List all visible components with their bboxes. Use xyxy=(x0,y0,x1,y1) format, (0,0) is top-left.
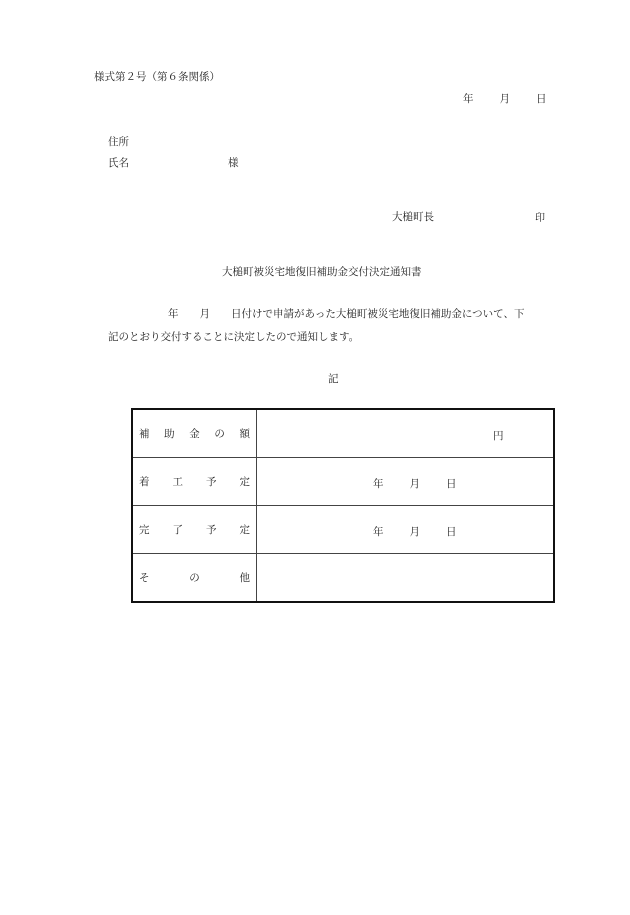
label-char: そ xyxy=(139,572,150,584)
label-char: の xyxy=(214,428,225,440)
date-month: 月 xyxy=(499,93,510,105)
issue-date xyxy=(463,91,547,106)
table-row-completion xyxy=(132,506,554,554)
seal-mark: 印 xyxy=(535,213,545,224)
label-char: 助 xyxy=(164,428,175,440)
honorific: 様 xyxy=(228,157,239,169)
month-unit: 月 xyxy=(409,478,420,490)
label-start-date xyxy=(132,458,257,506)
label-other xyxy=(132,554,257,603)
label-char: 他 xyxy=(239,572,250,584)
day-unit: 日 xyxy=(446,478,457,490)
address-label: 住所 xyxy=(108,136,129,148)
year-unit: 年 xyxy=(373,478,384,490)
label-char: 定 xyxy=(239,476,250,488)
form-number: 様式第２号（第６条関係） xyxy=(94,71,220,83)
label-char: 予 xyxy=(206,524,217,536)
body-line-1: 年 月 日付けで申請があった大槌町被災宅地復旧補助金について、下 xyxy=(168,308,525,320)
ki-heading: 記 xyxy=(328,373,339,385)
label-char: 了 xyxy=(172,524,183,536)
value-other xyxy=(257,554,555,603)
label-char: 定 xyxy=(239,524,250,536)
date-day: 日 xyxy=(536,93,547,105)
year-unit: 年 xyxy=(373,526,384,538)
day-unit: 日 xyxy=(446,526,457,538)
value-subsidy-amount xyxy=(257,409,555,458)
label-completion-date xyxy=(132,506,257,554)
value-start-date xyxy=(257,458,555,506)
label-char: 補 xyxy=(139,428,150,440)
date-year: 年 xyxy=(463,93,474,105)
sender-title: 大槌町長 xyxy=(392,211,434,223)
month-unit: 月 xyxy=(409,526,420,538)
label-char: 額 xyxy=(239,428,250,440)
table-row-start xyxy=(132,458,554,506)
table-row-amount xyxy=(132,409,554,458)
label-char: 工 xyxy=(172,476,183,488)
name-label: 氏名 xyxy=(108,157,129,169)
table-row-other xyxy=(132,554,554,603)
value-completion-date xyxy=(257,506,555,554)
label-char: 予 xyxy=(206,476,217,488)
label-char: 着 xyxy=(139,476,150,488)
yen-unit: 円 xyxy=(493,430,504,442)
label-char: の xyxy=(189,572,200,584)
label-char: 完 xyxy=(139,524,150,536)
document-title: 大槌町被災宅地復旧補助金交付決定通知書 xyxy=(222,266,422,278)
label-subsidy-amount xyxy=(132,409,257,458)
subsidy-details-table xyxy=(131,408,555,603)
body-line-2: 記のとおり交付することに決定したので通知します。 xyxy=(108,331,360,343)
label-char: 金 xyxy=(189,428,200,440)
